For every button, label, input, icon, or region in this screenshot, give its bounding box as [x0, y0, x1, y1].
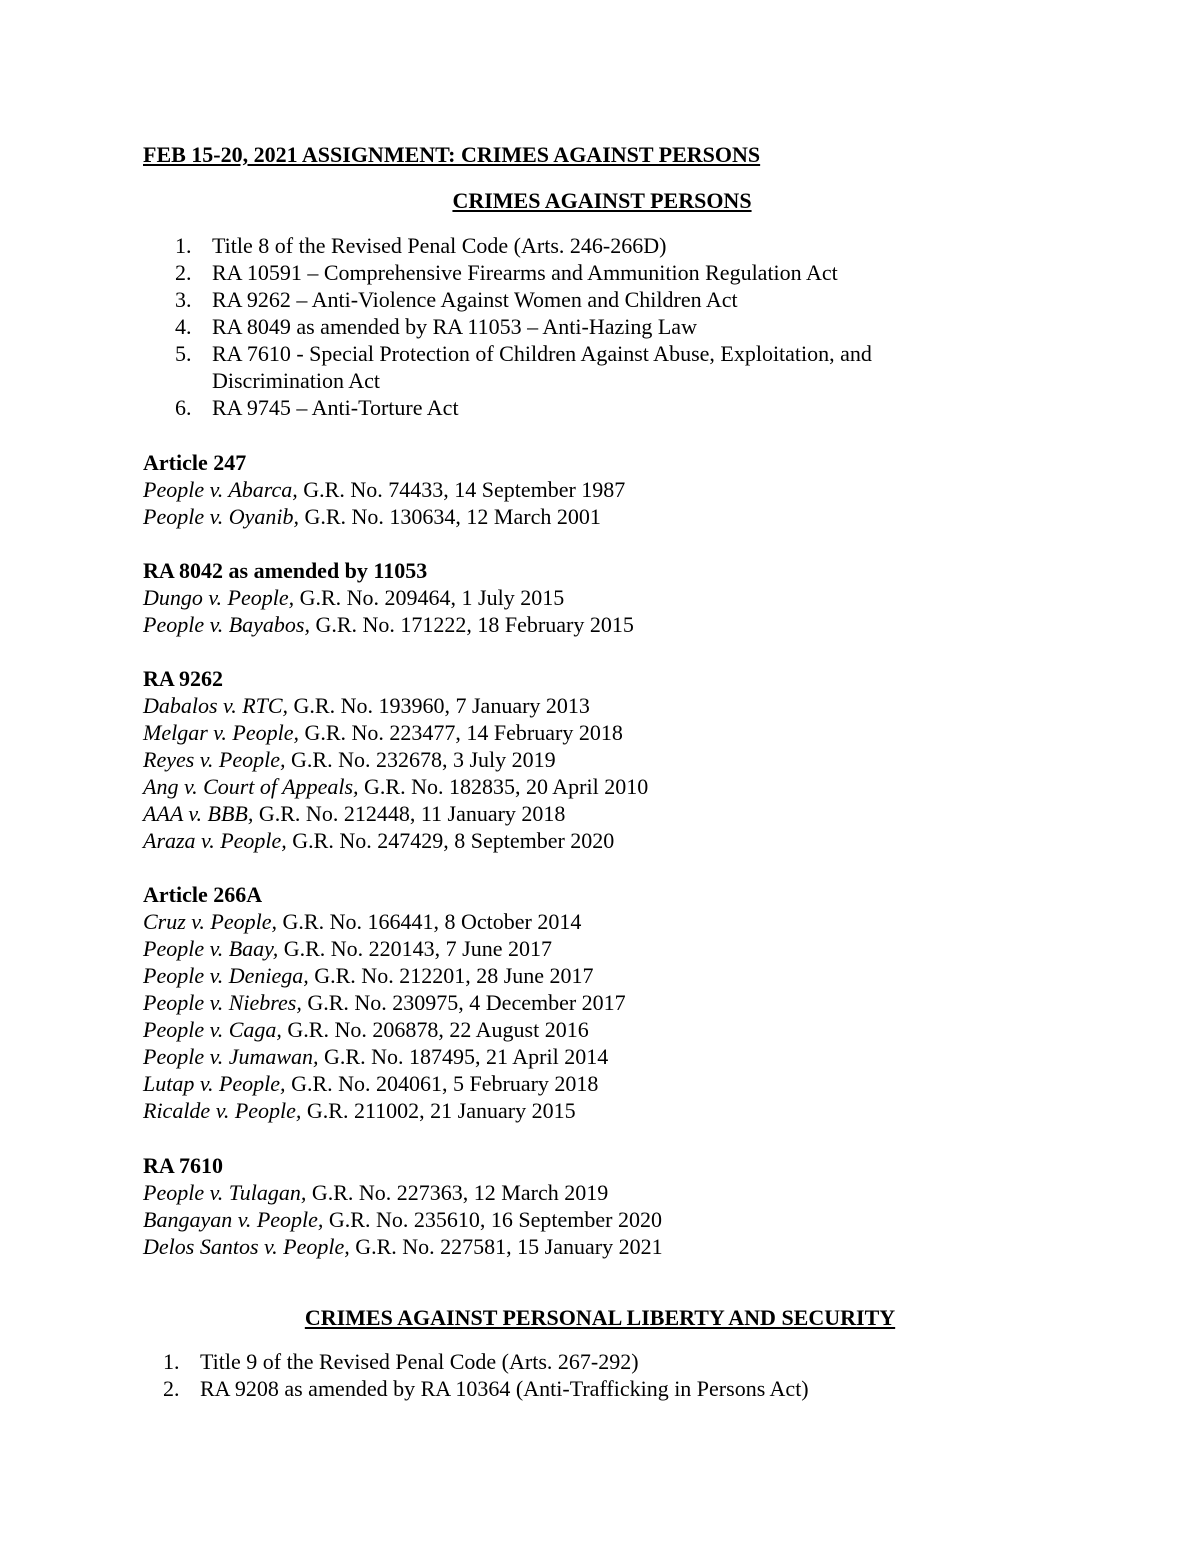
list-number: 1. — [163, 1349, 180, 1374]
list-number: 6. — [175, 395, 192, 420]
case-citation — [143, 908, 626, 935]
case-name: Melgar v. People, — [143, 720, 299, 745]
law-list-item — [175, 286, 955, 313]
case-reference: G.R. No. 130634, 12 March 2001 — [298, 504, 601, 529]
case-reference: G.R. No. 212448, 11 January 2018 — [253, 801, 566, 826]
case-reference: G.R. No. 193960, 7 January 2013 — [288, 693, 590, 718]
section-title-crimes-against-persons: CRIMES AGAINST PERSONS — [452, 188, 752, 213]
case-citation — [143, 827, 648, 854]
case-citation — [143, 773, 648, 800]
case-group-heading: RA 9262 — [143, 666, 224, 691]
case-reference: G.R. No. 247429, 8 September 2020 — [286, 828, 615, 853]
list-item-text: Title 8 of the Revised Penal Code (Arts. 246-266D) — [212, 233, 667, 258]
case-reference: G.R. No. 227581, 15 January 2021 — [349, 1234, 663, 1259]
law-list-crimes-against-persons — [175, 232, 955, 421]
case-name: Reyes v. People, — [143, 747, 286, 772]
case-reference: G.R. No. 232678, 3 July 2019 — [285, 747, 556, 772]
case-name: Ang v. Court of Appeals, — [143, 774, 359, 799]
list-item-text: RA 9262 – Anti-Violence Against Women and Children Act — [212, 287, 738, 312]
case-reference: G.R. No. 206878, 22 August 2016 — [281, 1017, 589, 1042]
law-list-item — [175, 232, 955, 259]
list-number: 3. — [175, 287, 192, 312]
case-name: AAA v. BBB, — [143, 801, 254, 826]
case-citation — [143, 1097, 626, 1124]
case-name: People v. Bayabos, — [143, 612, 310, 637]
case-citation — [143, 692, 648, 719]
case-citation — [143, 584, 634, 611]
case-name: People v. Abarca, — [143, 477, 298, 502]
case-name: Araza v. People, — [143, 828, 287, 853]
case-citation — [143, 1043, 626, 1070]
case-citation — [143, 611, 634, 638]
case-citation — [143, 962, 626, 989]
case-name: People v. Niebres, — [143, 990, 302, 1015]
case-citation — [143, 800, 648, 827]
list-item-text: RA 9745 – Anti-Torture Act — [212, 395, 459, 420]
law-list-item — [163, 1375, 943, 1402]
case-group-heading: Article 266A — [143, 882, 263, 907]
case-citation — [143, 746, 648, 773]
case-group-article-266a — [143, 881, 626, 1124]
case-citation — [143, 1070, 626, 1097]
case-group-ra-9262 — [143, 665, 648, 854]
case-citation — [143, 719, 648, 746]
case-citation — [143, 1233, 663, 1260]
case-name: People v. Oyanib, — [143, 504, 299, 529]
case-citation — [143, 935, 626, 962]
case-reference: G.R. No. 220143, 7 June 2017 — [278, 936, 552, 961]
case-group-heading: Article 247 — [143, 450, 247, 475]
law-list-item — [175, 340, 955, 394]
case-citation — [143, 1206, 663, 1233]
list-item-text: RA 9208 as amended by RA 10364 (Anti-Trafficking in Persons Act) — [200, 1376, 809, 1401]
case-citation — [143, 1016, 626, 1043]
list-item-text: Title 9 of the Revised Penal Code (Arts. 267-292) — [200, 1349, 639, 1374]
case-name: Dabalos v. RTC, — [143, 693, 289, 718]
case-name: Delos Santos v. People, — [143, 1234, 350, 1259]
case-reference: G.R. No. 223477, 14 February 2018 — [298, 720, 623, 745]
case-reference: G.R. No. 209464, 1 July 2015 — [294, 585, 565, 610]
case-group-heading: RA 8042 as amended by 11053 — [143, 558, 428, 583]
case-reference: G.R. No. 227363, 12 March 2019 — [306, 1180, 609, 1205]
document-title: FEB 15-20, 2021 ASSIGNMENT: CRIMES AGAINST PERSONS — [143, 142, 761, 167]
case-citation — [143, 989, 626, 1016]
case-reference: G.R. No. 187495, 21 April 2014 — [318, 1044, 609, 1069]
case-reference: G.R. No. 166441, 8 October 2014 — [277, 909, 582, 934]
case-name: People v. Jumawan, — [143, 1044, 319, 1069]
case-name: People v. Deniega, — [143, 963, 309, 988]
list-number: 5. — [175, 341, 192, 366]
case-group-heading: RA 7610 — [143, 1153, 224, 1178]
case-reference: G.R. No. 230975, 4 December 2017 — [301, 990, 626, 1015]
case-name: Cruz v. People, — [143, 909, 278, 934]
case-group-article-247 — [143, 449, 625, 530]
case-group-ra-7610 — [143, 1152, 663, 1260]
case-citation — [143, 503, 625, 530]
list-number: 2. — [175, 260, 192, 285]
case-name: People v. Caga, — [143, 1017, 282, 1042]
case-name: Dungo v. People, — [143, 585, 295, 610]
case-reference: G.R. No. 204061, 5 February 2018 — [285, 1071, 599, 1096]
case-citation — [143, 1179, 663, 1206]
list-number: 1. — [175, 233, 192, 258]
case-citation — [143, 476, 625, 503]
case-name: Lutap v. People, — [143, 1071, 286, 1096]
section-title-personal-liberty: CRIMES AGAINST PERSONAL LIBERTY AND SECURITY — [304, 1305, 896, 1330]
list-item-text: RA 7610 - Special Protection of Children Against Abuse, Exploitation, and Discrimination Act — [212, 341, 872, 393]
list-item-text: RA 10591 – Comprehensive Firearms and Ammunition Regulation Act — [212, 260, 838, 285]
law-list-item — [175, 259, 955, 286]
case-reference: G.R. No. 182835, 20 April 2010 — [358, 774, 649, 799]
case-reference: G.R. No. 235610, 16 September 2020 — [323, 1207, 662, 1232]
list-number: 4. — [175, 314, 192, 339]
law-list-item — [163, 1348, 943, 1375]
case-reference: G.R. No. 212201, 28 June 2017 — [308, 963, 594, 988]
case-name: People v. Tulagan, — [143, 1180, 307, 1205]
law-list-item — [175, 313, 955, 340]
law-list-personal-liberty — [163, 1348, 943, 1402]
case-reference: G.R. 211002, 21 January 2015 — [301, 1098, 576, 1123]
case-reference: G.R. No. 74433, 14 September 1987 — [297, 477, 626, 502]
list-number: 2. — [163, 1376, 180, 1401]
case-name: Bangayan v. People, — [143, 1207, 324, 1232]
law-list-item — [175, 394, 955, 421]
case-name: People v. Baay, — [143, 936, 279, 961]
list-item-text: RA 8049 as amended by RA 11053 – Anti-Hazing Law — [212, 314, 697, 339]
case-reference: G.R. No. 171222, 18 February 2015 — [309, 612, 634, 637]
case-group-ra-8042 — [143, 557, 634, 638]
case-name: Ricalde v. People, — [143, 1098, 302, 1123]
